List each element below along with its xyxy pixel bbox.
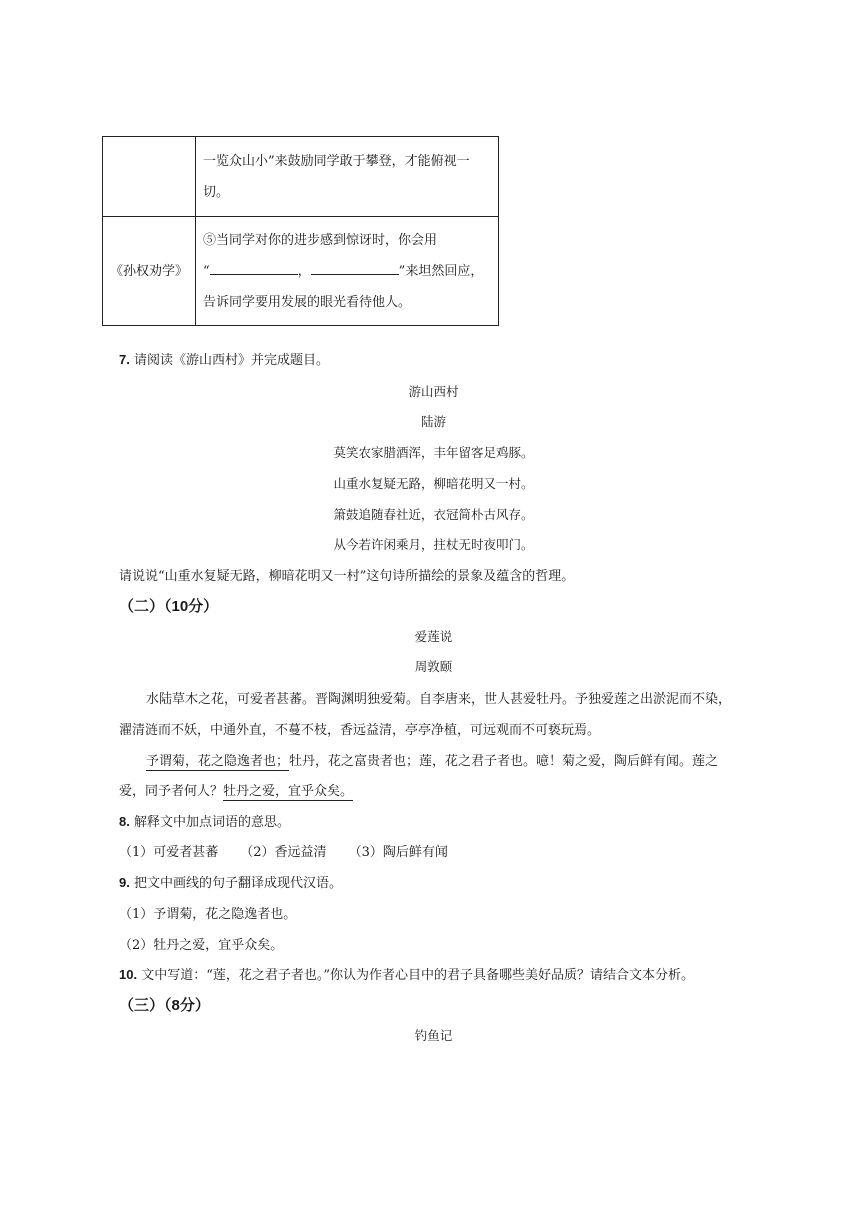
question-item: （1）可爱者甚蕃 <box>119 845 219 860</box>
table-cell-text: 告诉同学要用发展的眼光看待他人。 <box>203 294 412 310</box>
table-cell-content <box>196 137 499 217</box>
question-table <box>102 136 499 326</box>
close-quote-text: ”来坦然回应， <box>398 263 484 279</box>
question-number: 7. <box>119 352 130 367</box>
passage-title: 爱莲说 <box>414 629 453 644</box>
question-prompt: 文中写道：“莲，花之君子者也。”你认为作者心目中的君子具备哪些美好品质？请结合文本分析。 <box>141 968 695 983</box>
underlined-sentence: 牡丹之爱，宜乎众矣。 <box>223 784 354 799</box>
answer-blank-1[interactable] <box>210 260 298 275</box>
passage-text: 爱，同予者何人？ <box>119 784 224 799</box>
passage-author: 周敦颐 <box>414 659 453 674</box>
question-items <box>119 841 448 860</box>
table-row <box>103 217 499 326</box>
table-cell-label <box>103 137 196 217</box>
passage-paragraph-line <box>146 750 718 769</box>
question-9 <box>119 872 342 891</box>
passage-paragraph-line: 水陆草木之花，可爱者甚蕃。晋陶渊明独爱菊。自李唐来，世人甚爱牡丹。予独爱莲之出淤泥而不染， <box>146 692 732 707</box>
question-7 <box>119 349 329 368</box>
poem-line: 从今若许闲乘月，拄杖无时夜叩门。 <box>333 537 534 552</box>
question-item: （2）牡丹之爱，宜乎众矣。 <box>119 938 284 953</box>
question-item: （2）香远益清 <box>240 845 327 860</box>
poem-line: 山重水复疑无路，柳暗花明又一村。 <box>333 476 534 491</box>
table-cell-text: 一览众山小”来鼓励同学敢于攀登，才能俯视一 <box>203 153 470 169</box>
table-cell-text: ⑤当同学对你的进步感到惊讶时，你会用 <box>203 232 438 248</box>
passage-paragraph-line: 濯清涟而不妖，中通外直，不蔓不枝，香远益清，亭亭净植，可远观而不可亵玩焉。 <box>119 723 601 738</box>
question-8 <box>119 811 290 830</box>
table-cell-text <box>203 256 492 287</box>
question-prompt: 解释文中加点词语的意思。 <box>133 815 290 830</box>
question-number: 10. <box>119 967 138 982</box>
question-10 <box>119 964 694 983</box>
section-heading: （三）（8分） <box>119 997 210 1014</box>
answer-blank-2[interactable] <box>311 260 399 275</box>
poem-author: 陆游 <box>420 414 446 429</box>
table-cell-content <box>196 217 499 326</box>
comma: ， <box>297 263 311 279</box>
question-item: （1）予谓菊，花之隐逸者也。 <box>119 907 297 922</box>
open-quote: “ <box>203 263 210 279</box>
poem-title: 游山西村 <box>408 384 459 399</box>
question-prompt: 请阅读《游山西村》并完成题目。 <box>133 353 329 368</box>
question-text: 请说说“山重水复疑无路，柳暗花明又一村”这句诗所描绘的景象及蕴含的哲理。 <box>119 569 575 584</box>
underlined-sentence: 予谓菊，花之隐逸者也； <box>146 754 290 769</box>
question-item: （3）陶后鲜有闻 <box>348 845 448 860</box>
question-number: 9. <box>119 875 130 890</box>
table-row <box>103 137 499 217</box>
table-cell-text: 切。 <box>203 184 230 200</box>
table-cell-label: 《孙权劝学》 <box>103 217 196 326</box>
passage-title: 钓鱼记 <box>414 1028 453 1043</box>
question-number: 8. <box>119 814 130 829</box>
poem-line: 莫笑农家腊酒浑，丰年留客足鸡豚。 <box>333 445 534 460</box>
question-prompt: 把文中画线的句子翻译成现代汉语。 <box>133 876 342 891</box>
poem-line: 箫鼓追随春社近，衣冠简朴古风存。 <box>333 507 534 522</box>
section-heading: （二）（10分） <box>119 598 219 615</box>
passage-text: 牡丹，花之富贵者也；莲，花之君子者也。噫！菊之爱，陶后鲜有闻。莲之 <box>289 754 719 769</box>
passage-paragraph-line <box>119 780 353 799</box>
